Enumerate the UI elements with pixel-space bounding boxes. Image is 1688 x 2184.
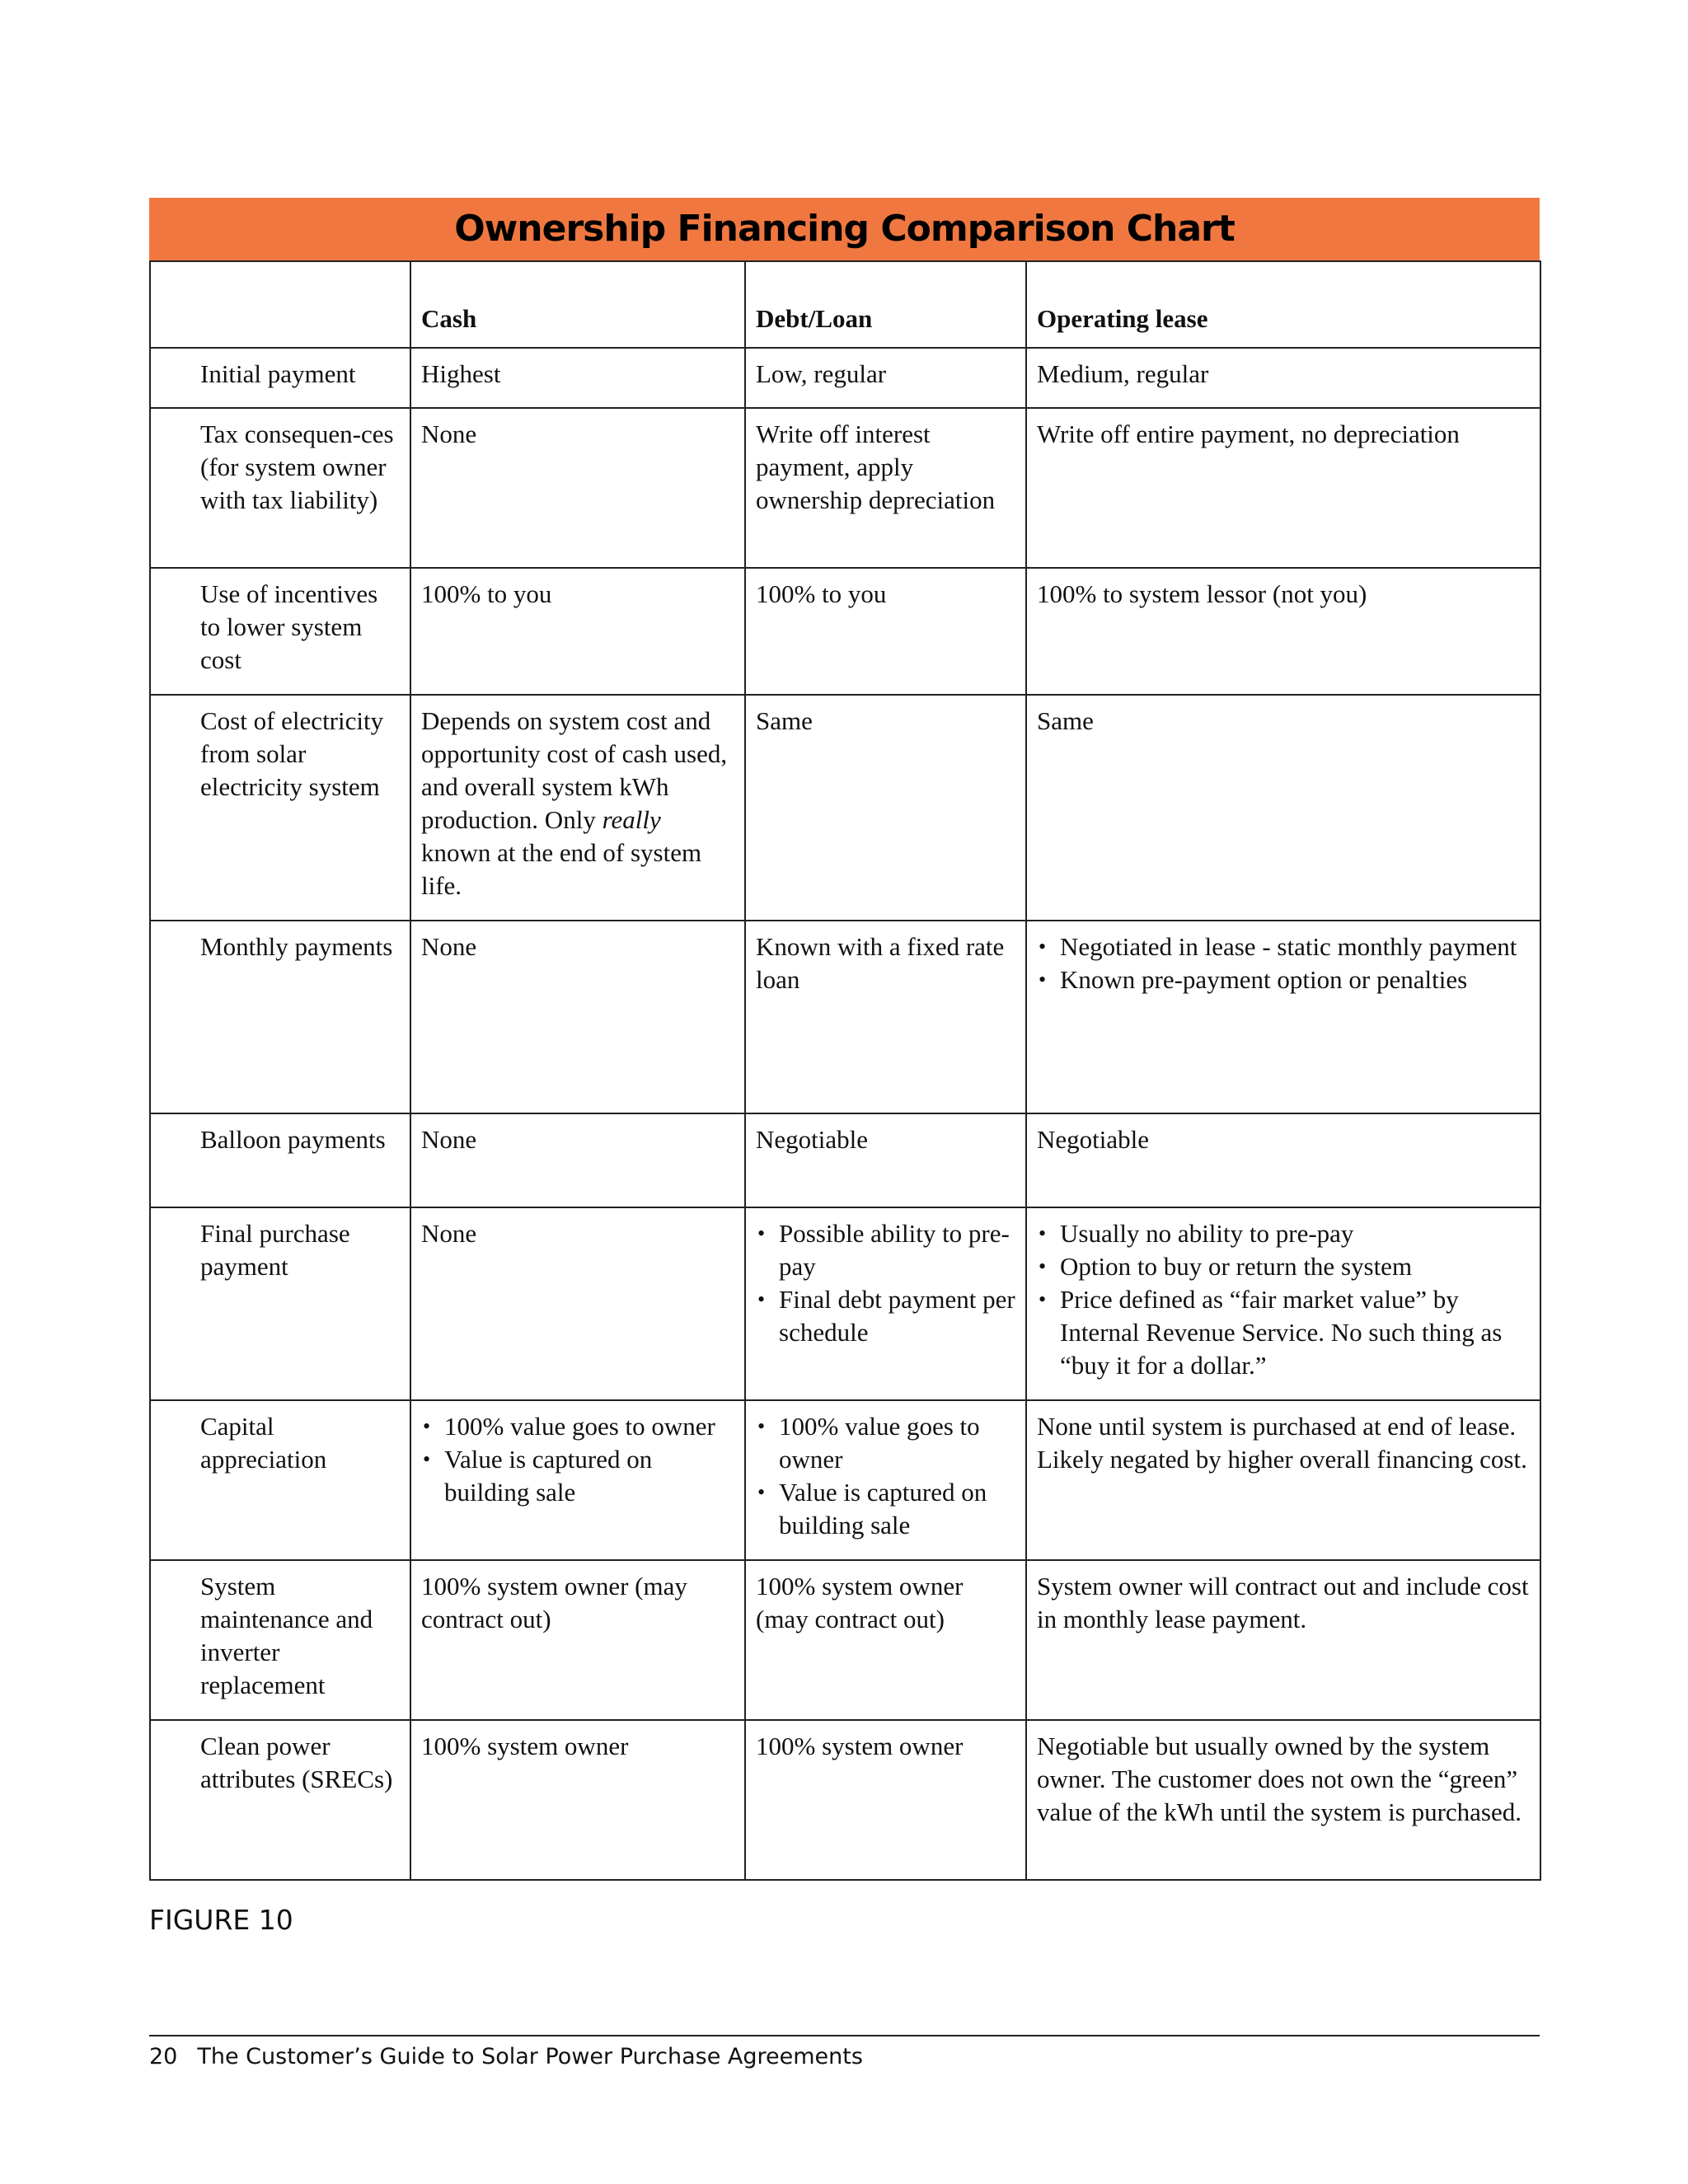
cash-cell: 100% to you [410, 568, 745, 695]
table-row [150, 568, 1540, 695]
row-label: System maintenance and inverter replacement [150, 1560, 410, 1720]
debt-cell: Low, regular [745, 348, 1026, 408]
footer-title: The Customer’s Guide to Solar Power Purchase Agreements [197, 2044, 863, 2069]
lease-cell: Negotiable but usually owned by the system owner. The customer does not own the “green” value of the kWh until the system is purchased. [1026, 1720, 1540, 1880]
table-row [150, 1207, 1540, 1400]
table-row [150, 1113, 1540, 1207]
table-row [150, 695, 1540, 921]
row-label: Clean power attributes (SRECs) [150, 1720, 410, 1880]
table-row [150, 348, 1540, 408]
row-label: Initial payment [150, 348, 410, 408]
cash-cell: None [410, 408, 745, 568]
list-item: • 100% value goes to owner [756, 1410, 1015, 1476]
list-item: • Price defined as “fair market value” by Internal Revenue Service. No such thing as “buy it for a dollar.” [1037, 1283, 1530, 1382]
cash-cell [410, 1400, 745, 1560]
lease-cell: Negotiable [1026, 1113, 1540, 1207]
debt-cell: 100% system owner [745, 1720, 1026, 1880]
list-item: • Possible ability to pre-pay [756, 1217, 1015, 1283]
list-item: • Option to buy or return the system [1037, 1250, 1530, 1283]
table-row [150, 1400, 1540, 1560]
page-footer [149, 2044, 863, 2069]
bullet-list [1037, 930, 1530, 996]
column-header-operating-lease: Operating lease [1026, 261, 1540, 348]
cash-cell: None [410, 1207, 745, 1400]
debt-cell [745, 1207, 1026, 1400]
cash-text-emphasis: really [602, 805, 661, 834]
row-label: Capital appreciation [150, 1400, 410, 1560]
bullet-list [421, 1410, 734, 1509]
comparison-chart [149, 198, 1540, 1881]
cash-text-post: known at the end of system life. [421, 838, 702, 900]
list-item: • Known pre-payment option or penalties [1037, 963, 1530, 996]
list-item: • Value is captured on building sale [421, 1443, 734, 1509]
row-label: Use of incentives to lower system cost [150, 568, 410, 695]
lease-cell [1026, 1207, 1540, 1400]
row-label: Balloon payments [150, 1113, 410, 1207]
cash-cell: None [410, 921, 745, 1113]
row-label: Monthly payments [150, 921, 410, 1113]
figure-label: FIGURE 10 [149, 1904, 293, 1936]
cash-text-pre: Depends on system cost and opportunity cost of cash used, and overall system kWh production. Only [421, 706, 728, 834]
lease-cell: Write off entire payment, no depreciation [1026, 408, 1540, 568]
table-row [150, 921, 1540, 1113]
cash-cell [410, 695, 745, 921]
list-item: • Value is captured on building sale [756, 1476, 1015, 1542]
header-row [150, 261, 1540, 348]
cash-cell: None [410, 1113, 745, 1207]
page-number: 20 [149, 2044, 178, 2069]
cash-cell: 100% system owner (may contract out) [410, 1560, 745, 1720]
debt-cell: Write off interest payment, apply ownership depreciation [745, 408, 1026, 568]
bullet-list [1037, 1217, 1530, 1382]
column-header-debt-loan: Debt/Loan [745, 261, 1026, 348]
cash-cell: Highest [410, 348, 745, 408]
column-header-empty [150, 261, 410, 348]
table-row [150, 1720, 1540, 1880]
column-header-cash: Cash [410, 261, 745, 348]
lease-cell: Medium, regular [1026, 348, 1540, 408]
row-label: Final purchase payment [150, 1207, 410, 1400]
table-row [150, 408, 1540, 568]
table-row [150, 1560, 1540, 1720]
row-label: Cost of electricity from solar electricity system [150, 695, 410, 921]
cash-cell: 100% system owner [410, 1720, 745, 1880]
row-label: Tax consequen-ces (for system owner with tax liability) [150, 408, 410, 568]
lease-cell [1026, 921, 1540, 1113]
list-item: • 100% value goes to owner [421, 1410, 734, 1443]
bullet-list [756, 1410, 1015, 1542]
debt-cell [745, 1400, 1026, 1560]
debt-cell: Same [745, 695, 1026, 921]
comparison-table [149, 260, 1541, 1881]
lease-cell: Same [1026, 695, 1540, 921]
list-item: • Final debt payment per schedule [756, 1283, 1015, 1349]
debt-cell: Negotiable [745, 1113, 1026, 1207]
list-item: • Negotiated in lease - static monthly payment [1037, 930, 1530, 963]
chart-title: Ownership Financing Comparison Chart [149, 198, 1540, 260]
lease-cell: System owner will contract out and include cost in monthly lease payment. [1026, 1560, 1540, 1720]
footer-divider [149, 2035, 1540, 2036]
list-item: • Usually no ability to pre-pay [1037, 1217, 1530, 1250]
debt-cell: Known with a fixed rate loan [745, 921, 1026, 1113]
debt-cell: 100% system owner (may contract out) [745, 1560, 1026, 1720]
lease-cell: 100% to system lessor (not you) [1026, 568, 1540, 695]
debt-cell: 100% to you [745, 568, 1026, 695]
lease-cell: None until system is purchased at end of lease. Likely negated by higher overall financing cost. [1026, 1400, 1540, 1560]
bullet-list [756, 1217, 1015, 1349]
